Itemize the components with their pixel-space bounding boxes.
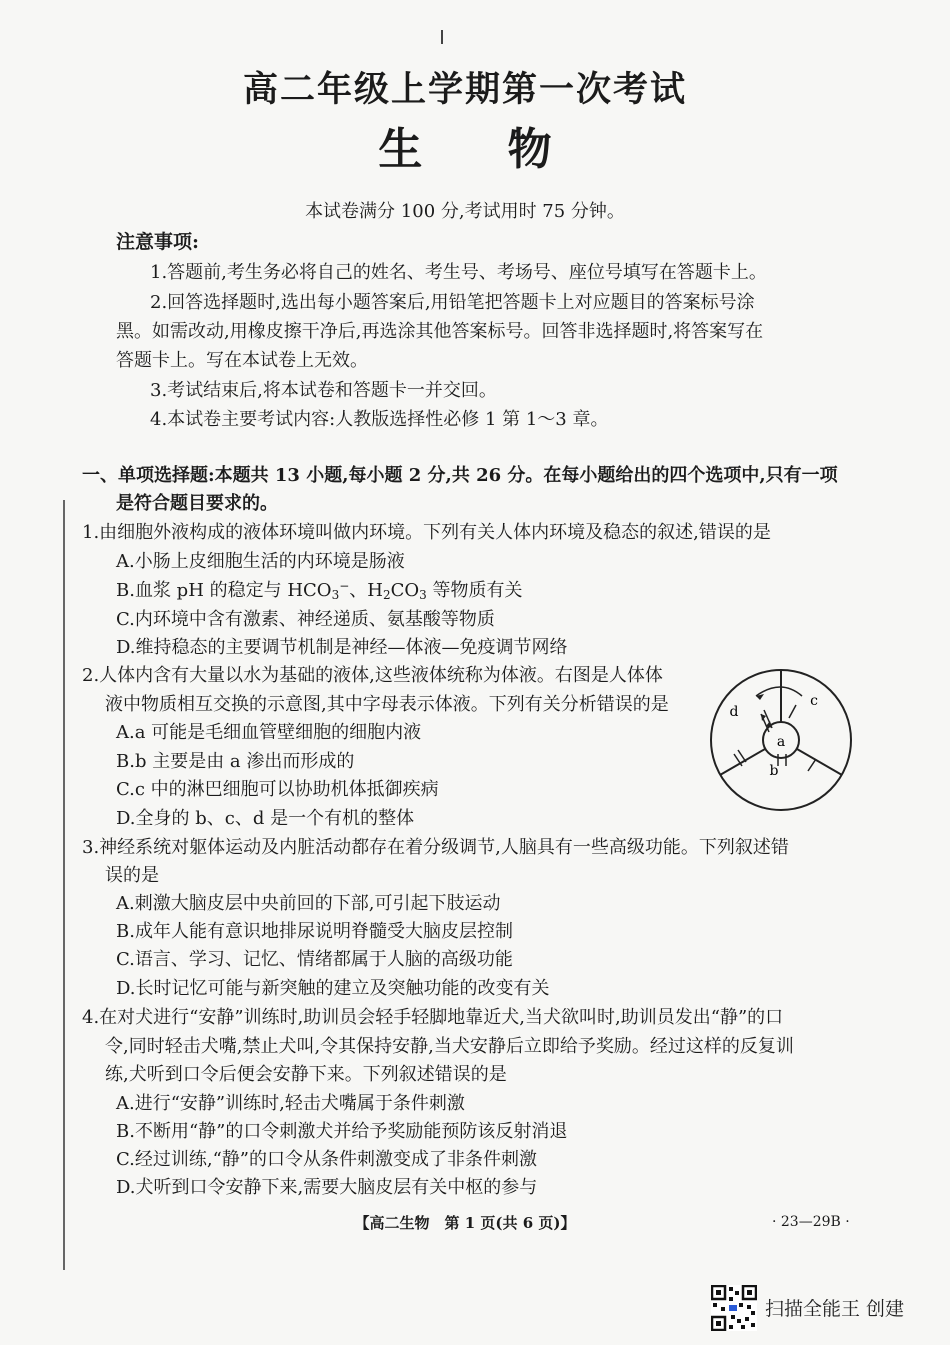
q3-option-d: D.长时记忆可能与新突触的建立及突触功能的改变有关 xyxy=(116,978,550,999)
exam-code: · 23—29B · xyxy=(772,1214,850,1230)
question-3-stem: 3.神经系统对躯体运动及内脏活动都存在着分级调节,人脑具有一些高级功能。下列叙述错 xyxy=(82,837,789,858)
notice-heading: 注意事项: xyxy=(116,231,200,253)
q3-option-c: C.语言、学习、记忆、情绪都属于人脑的高级功能 xyxy=(116,949,513,970)
question-2-stem-cont: 液中物质相互交换的示意图,其中字母表示体液。下列有关分析错误的是 xyxy=(105,694,669,715)
q1-option-a: A.小肠上皮细胞生活的内环境是肠液 xyxy=(116,551,405,572)
question-1-stem: 1.由细胞外液构成的液体环境叫做内环境。下列有关人体内环境及稳态的叙述,错误的是 xyxy=(82,522,771,543)
q4-option-b: B.不断用“静”的口令刺激犬并给予奖励能预防该反射消退 xyxy=(116,1121,568,1142)
q1-option-b: B.血浆 pH 的稳定与 $HCO_3^-$、$H_2CO_3$ 等物质有关 xyxy=(116,579,523,602)
arrow-c-to-b xyxy=(808,759,816,771)
section-heading: 一、单项选择题:本题共 13 小题,每小题 2 分,共 26 分。在每小题给出的四个选项中,只有一项 xyxy=(82,465,838,486)
notice-item: 答题卡上。写在本试卷上无效。 xyxy=(116,350,368,371)
q2-option-b: B.b 主要是由 a 渗出而形成的 xyxy=(116,751,355,772)
notice-item: 黑。如需改动,用橡皮擦干净后,再选涂其他答案标号。回答非选择题时,将答案写在 xyxy=(116,321,764,342)
notice-item: 1.答题前,考生务必将自己的姓名、考生号、考场号、座位号填写在答题卡上。 xyxy=(150,262,767,283)
notice-item: 4.本试卷主要考试内容:人教版选择性必修 1 第 1～3 章。 xyxy=(150,409,609,430)
label-b: b xyxy=(769,763,779,779)
page-footer: 【高二生物 第 1 页(共 6 页)】 xyxy=(354,1214,576,1232)
divider-right xyxy=(797,749,842,775)
q4-option-a: A.进行“安静”训练时,轻击犬嘴属于条件刺激 xyxy=(116,1093,465,1114)
qr-code-icon xyxy=(711,1285,757,1331)
label-a: a xyxy=(776,734,786,750)
exam-title: 高二年级上学期第一次考试 xyxy=(242,69,687,110)
divider-left xyxy=(720,749,765,775)
q2-option-d: D.全身的 b、c、d 是一个有机的整体 xyxy=(116,808,415,829)
scan-margin-line xyxy=(63,500,65,1270)
q3-option-b: B.成年人能有意识地排尿说明脊髓受大脑皮层控制 xyxy=(116,921,513,942)
subject-title: 生 物 xyxy=(378,124,552,175)
q2-option-c: C.c 中的淋巴细胞可以协助机体抵御疾病 xyxy=(116,779,439,800)
question-4-stem: 4.在对犬进行“安静”训练时,助训员会轻手轻脚地靠近犬,当犬欲叫时,助训员发出“静”的口 xyxy=(82,1007,784,1028)
exam-info: 本试卷满分 100 分,考试用时 75 分钟。 xyxy=(305,201,625,222)
question-4-stem-cont: 练,犬听到口令后便会安静下来。下列叙述错误的是 xyxy=(105,1064,507,1085)
question-4-stem-cont: 令,同时轻击犬嘴,禁止犬叫,令其保持安静,当犬安静后立即给予奖励。经过这样的反复训 xyxy=(105,1036,794,1057)
q4-option-c: C.经过训练,“静”的口令从条件刺激变成了非条件刺激 xyxy=(116,1149,537,1170)
q4-option-d: D.犬听到口令安静下来,需要大脑皮层有关中枢的参与 xyxy=(116,1177,538,1198)
scan-mark-top xyxy=(441,30,443,44)
body-fluid-diagram xyxy=(706,662,856,818)
q3-option-a: A.刺激大脑皮层中央前回的下部,可引起下肢运动 xyxy=(116,893,501,914)
arrow-a-to-c xyxy=(789,705,796,718)
q1-option-d: D.维持稳态的主要调节机制是神经—体液—免疫调节网络 xyxy=(116,637,568,658)
q1-option-c: C.内环境中含有激素、神经递质、氨基酸等物质 xyxy=(116,609,495,630)
notice-item: 3.考试结束后,将本试卷和答题卡一并交回。 xyxy=(150,380,497,401)
notice-item: 2.回答选择题时,选出每小题答案后,用铅笔把答题卡上对应题目的答案标号涂 xyxy=(150,292,755,313)
label-c: c xyxy=(810,693,818,709)
scanner-brand: 扫描全能王 创建 xyxy=(765,1298,905,1320)
section-heading-cont: 是符合题目要求的。 xyxy=(116,493,278,514)
label-d: d xyxy=(729,704,739,720)
question-2-stem: 2.人体内含有大量以水为基础的液体,这些液体统称为体液。右图是人体体 xyxy=(82,665,663,686)
question-3-stem-cont: 误的是 xyxy=(105,865,159,886)
arrow-b-left2 xyxy=(738,750,746,762)
q2-option-a: A.a 可能是毛细血管壁细胞的细胞内液 xyxy=(116,722,422,743)
